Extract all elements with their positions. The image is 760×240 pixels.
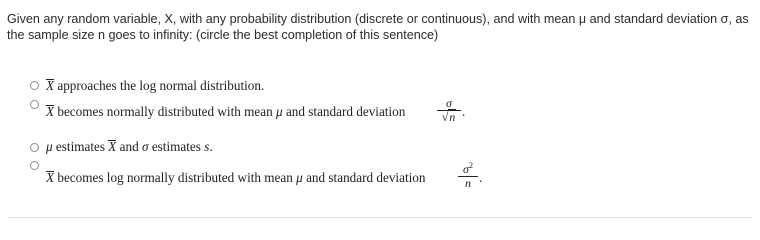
mu-symbol: μ (46, 139, 53, 154)
option-3-period: . (209, 139, 213, 154)
fraction-numerator: σ (446, 96, 452, 110)
sqrt-symbol: √n (441, 110, 456, 124)
option-2-text-2: and standard deviation (282, 104, 406, 119)
x-bar: X (46, 104, 55, 119)
option-4-text-2: and standard deviation (302, 170, 426, 185)
sigma-symbol: σ (142, 139, 149, 154)
option-4-radio[interactable] (30, 161, 39, 170)
option-3-text-3: estimates (148, 139, 205, 154)
option-3-radio[interactable] (30, 143, 39, 152)
option-1-radio[interactable] (30, 81, 39, 90)
question-text: Given any random variable, X, with any probability distribution (discrete or continuous), and with mean μ and standard deviation σ, as the sample size n goes to infinity: (circle the best completion of this sentence) (7, 12, 749, 42)
x-bar: X (108, 139, 117, 154)
option-3-text: estimates (52, 139, 109, 154)
option-2-text: becomes normally distributed with mean (54, 104, 277, 119)
option-3-text-2: and (116, 139, 142, 154)
sigma-over-sqrt-n-fraction (437, 97, 461, 124)
option-4-text: becomes log normally distributed with mean (54, 170, 297, 185)
mu-symbol: μ (276, 104, 283, 119)
fraction-denominator: n (465, 176, 471, 190)
sigma-squared-over-n-fraction (458, 160, 478, 190)
option-1[interactable] (46, 78, 264, 94)
mu-symbol: μ (296, 170, 303, 185)
option-1-text: approaches the log normal distribution. (54, 78, 265, 93)
fraction-denominator (437, 111, 461, 124)
x-bar: X (46, 170, 55, 185)
fraction-numerator (458, 160, 478, 175)
sigma-symbol: σ (463, 162, 469, 176)
option-3[interactable] (46, 139, 213, 155)
x-bar: X (46, 78, 55, 93)
squared-exponent: 2 (468, 161, 473, 170)
s-symbol: s (204, 139, 210, 154)
option-4-period: . (479, 170, 483, 185)
option-2[interactable] (46, 104, 405, 120)
sqrt-radicand: n (449, 110, 456, 124)
option-2-radio[interactable] (30, 100, 39, 109)
option-2-period: . (462, 104, 466, 119)
option-4[interactable] (46, 170, 425, 186)
bottom-divider (7, 217, 752, 218)
